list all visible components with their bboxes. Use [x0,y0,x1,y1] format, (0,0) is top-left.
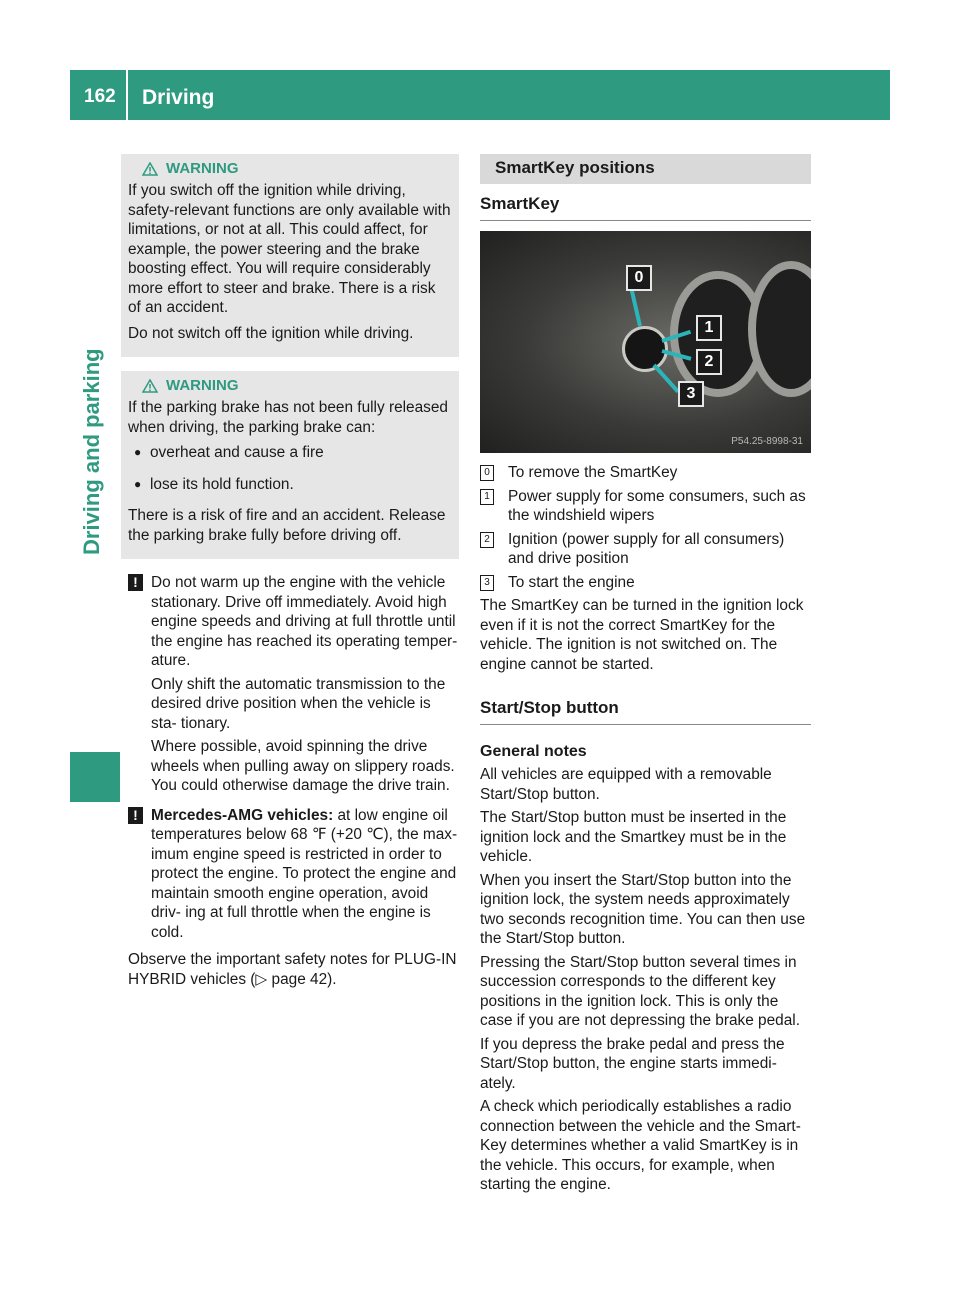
legend-text: Power supply for some consumers, such as the windshield wipers [508,487,806,524]
note-rest: at low engine oil temperatures below 68 ℉ (+20 ℃), the max- imum engine speed is restricted in order to protect the engine. To protect the engine and maintain smooth engine operation, avoid driv- ing at full throttle when the engine is cold. [151,806,458,941]
paragraph: When you insert the Start/Stop button into the ignition lock, the system needs approximately two seconds recognition time. You can then use the Start/Stop button. [480,871,806,947]
pointer-line [629,287,642,327]
note-bold: Mercedes-AMG vehicles: [151,806,334,824]
figure-label-3: 3 [678,381,704,407]
figure-code: P54.25-8998-31 [731,436,803,447]
bullet-text: overheat and cause a fire [150,444,324,461]
warning-triangle-icon [142,162,158,176]
legend-text: To start the engine [508,573,635,591]
warning-text: If you switch off the ignition while driving, safety-relevant functions are only available with limitations, or not at all. This could affect, for example, the power steering and the brake boosting effect. You will require considerably more effort to steer and brake. There is a risk of an accident. [128,182,451,316]
air-vent-image [748,261,811,397]
smartkey-paragraph: The SmartKey can be turned in the ignition lock even if it is not the correct SmartKey for the vehicle. The ignition is not switched on. The engine cannot be started. [480,597,804,673]
warning-heading [142,160,451,177]
list-item [128,475,451,501]
legend-item [480,573,811,593]
legend-text: To remove the SmartKey [508,464,678,481]
paragraph: Pressing the Start/Stop button several times in succession corresponds to the different key positions in the ignition lock. This is only the case if you are not depressing the brake pedal. [480,953,800,1029]
warning-triangle-icon [142,379,158,393]
page-number: 162 [84,86,116,107]
figure-label-2: 2 [696,349,722,375]
side-tab-marker [70,752,120,802]
legend-item [480,487,811,526]
exclamation-icon: ! [128,574,143,591]
warning-label: WARNING [166,160,239,177]
note-text: Do not warm up the engine with the vehicle stationary. Drive off immediately. Avoid high engine speeds and driving at full throttle until the engine has reached its operating temper- ature. [151,574,458,669]
warning-text: There is a risk of fire and an accident. Release the parking brake fully before driving off. [128,507,446,544]
right-column [480,154,811,1199]
paragraph: All vehicles are equipped with a removable Start/Stop button. [480,766,772,803]
warning-heading [142,377,451,394]
warning-label: WARNING [166,377,239,394]
ignition-lock-image [622,326,668,372]
warning-text: Do not switch off the ignition while driving. [128,324,414,342]
header-divider [126,70,128,120]
subheading-start-stop: Start/Stop button [480,688,811,725]
paragraph: If you depress the brake pedal and press the Start/Stop button, the engine starts immedi- ately. [480,1035,785,1092]
subheading-general-notes: General notes [480,743,587,760]
exclamation-icon: ! [128,807,143,824]
bullet-icon: ● [134,476,142,491]
section-heading: SmartKey positions [480,154,811,184]
note-amg [128,806,459,947]
left-column [128,154,459,989]
bullet-icon: ● [134,445,142,459]
bullet-text: lose its hold function. [150,475,294,493]
figure-label-1: 1 [696,315,722,341]
plug-in-hybrid-reference: Observe the important safety notes for PLUG-IN HYBRID vehicles (▷ page 42). [128,951,457,988]
list-item [128,443,451,469]
figure-label-0: 0 [626,265,652,291]
note-warm-up [128,573,459,800]
section-title: Driving [142,86,215,109]
legend-number: 3 [480,575,494,591]
warning-text: If the parking brake has not been fully released when driving, the parking brake can: [128,399,448,436]
subheading-smartkey: SmartKey [480,184,811,221]
legend-number: 2 [480,532,494,548]
note-text: Only shift the automatic transmission to the desired drive position when the vehicle is sta- tionary. [151,675,446,732]
warning-box-ignition [121,154,459,357]
legend-number: 0 [480,465,494,481]
note-text: Where possible, avoid spinning the drive wheels when pulling away on slippery roads. You could otherwise damage the drive train. [151,738,455,794]
legend-number: 1 [480,489,494,505]
legend-item [480,463,811,483]
side-tab-label: Driving and parking [79,348,104,555]
legend-text: Ignition (power supply for all consumers) and drive position [508,530,785,567]
note-text [151,806,459,943]
pointer-line [653,364,680,393]
paragraph: The Start/Stop button must be inserted in the ignition lock and the Smartkey must be in the vehicle. [480,809,787,865]
legend-item [480,530,811,569]
paragraph: A check which periodically establishes a radio connection between the vehicle and the Smart- Key determines whether a valid SmartKey is in the vehicle. This occurs, for example, when starting the engine. [480,1098,801,1193]
ignition-lock-figure [480,231,811,453]
warning-box-parking-brake [121,371,459,559]
